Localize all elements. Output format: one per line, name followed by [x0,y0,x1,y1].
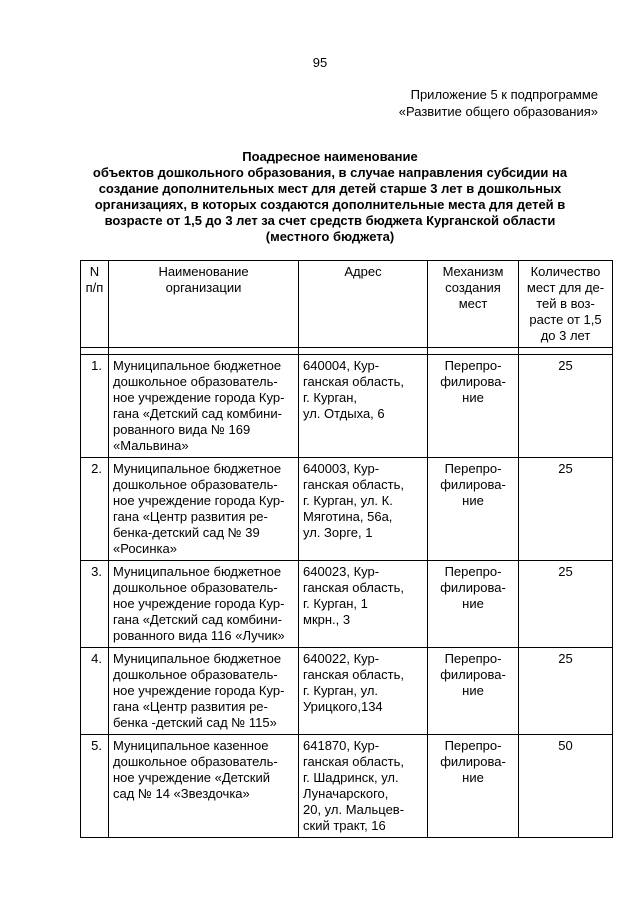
row-name: Муниципальное казенное дошкольное образователь- ное учреждение «Детский сад № 14 «Звездочка» [109,735,299,838]
title-line-4: организациях, в которых создаются дополнительные места для детей в [94,197,566,212]
spacer-cell [109,348,299,355]
header-address: Адрес [299,261,428,348]
row-quantity: 50 [519,735,613,838]
row-mechanism: Перепро- филирова- ние [428,458,519,561]
title-line-3: создание дополнительных мест для детей старше 3 лет в дошкольных [98,181,562,196]
table-row [81,648,613,735]
header-name: Наименование организации [109,261,299,348]
spacer-cell [428,348,519,355]
table-row [81,458,613,561]
row-quantity: 25 [519,458,613,561]
row-mechanism: Перепро- филирова- ние [428,648,519,735]
appendix-note [399,86,598,120]
row-address: 640023, Кур- ганская область, г. Курган, 1 мкрн., 3 [299,561,428,648]
row-name: Муниципальное бюджетное дошкольное образователь- ное учреждение города Кур- гана «Детский сад комбини- рованного вида № 169 «Мальвина» [109,355,299,458]
row-address: 640022, Кур- ганская область, г. Курган, ул. Урицкого,134 [299,648,428,735]
row-num: 5. [81,735,109,838]
row-name: Муниципальное бюджетное дошкольное образователь- ное учреждение города Кур- гана «Центр развития ре- бенка -детский сад № 115» [109,648,299,735]
row-mechanism: Перепро- филирова- ние [428,561,519,648]
page-number: 95 [312,55,328,70]
header-quantity: Количество мест для де- тей в воз- расте от 1,5 до 3 лет [519,261,613,348]
row-mechanism: Перепро- филирова- ние [428,735,519,838]
header-spacer-row [81,348,613,355]
title-line-2: объектов дошкольного образования, в случае направления субсидии на [92,165,568,180]
row-num: 3. [81,561,109,648]
row-num: 4. [81,648,109,735]
table-row [81,355,613,458]
row-quantity: 25 [519,648,613,735]
row-name: Муниципальное бюджетное дошкольное образователь- ное учреждение города Кур- гана «Детский сад комбини- рованного вида 116 «Лучик» [109,561,299,648]
row-mechanism: Перепро- филирова- ние [428,355,519,458]
row-num: 2. [81,458,109,561]
row-num: 1. [81,355,109,458]
table-row [81,561,613,648]
header-mechanism: Механизм создания мест [428,261,519,348]
appendix-line-2: «Развитие общего образования» [398,104,598,119]
row-quantity: 25 [519,355,613,458]
row-address: 640004, Кур- ганская область, г. Курган, ул. Отдыха, 6 [299,355,428,458]
document-title [80,149,580,245]
row-address: 641870, Кур- ганская область, г. Шадринск, ул. Луначарского, 20, ул. Мальцев- ский тракт, 16 [299,735,428,838]
title-line-6: (местного бюджета) [265,229,395,244]
facilities-table [80,260,613,838]
table-header-row [81,261,613,348]
row-address: 640003, Кур- ганская область, г. Курган, ул. К. Мяготина, 56а, ул. Зорге, 1 [299,458,428,561]
row-quantity: 25 [519,561,613,648]
row-name: Муниципальное бюджетное дошкольное образователь- ное учреждение города Кур- гана «Центр развития ре- бенка-детский сад № 39 «Росинка» [109,458,299,561]
header-num: N п/п [81,261,109,348]
title-line-1: Поадресное наименование [242,149,418,164]
spacer-cell [81,348,109,355]
spacer-cell [519,348,613,355]
table-row [81,735,613,838]
title-line-5: возрасте от 1,5 до 3 лет за счет средств бюджета Курганской области [104,213,556,228]
spacer-cell [299,348,428,355]
appendix-line-1: Приложение 5 к подпрограмме [410,87,598,102]
